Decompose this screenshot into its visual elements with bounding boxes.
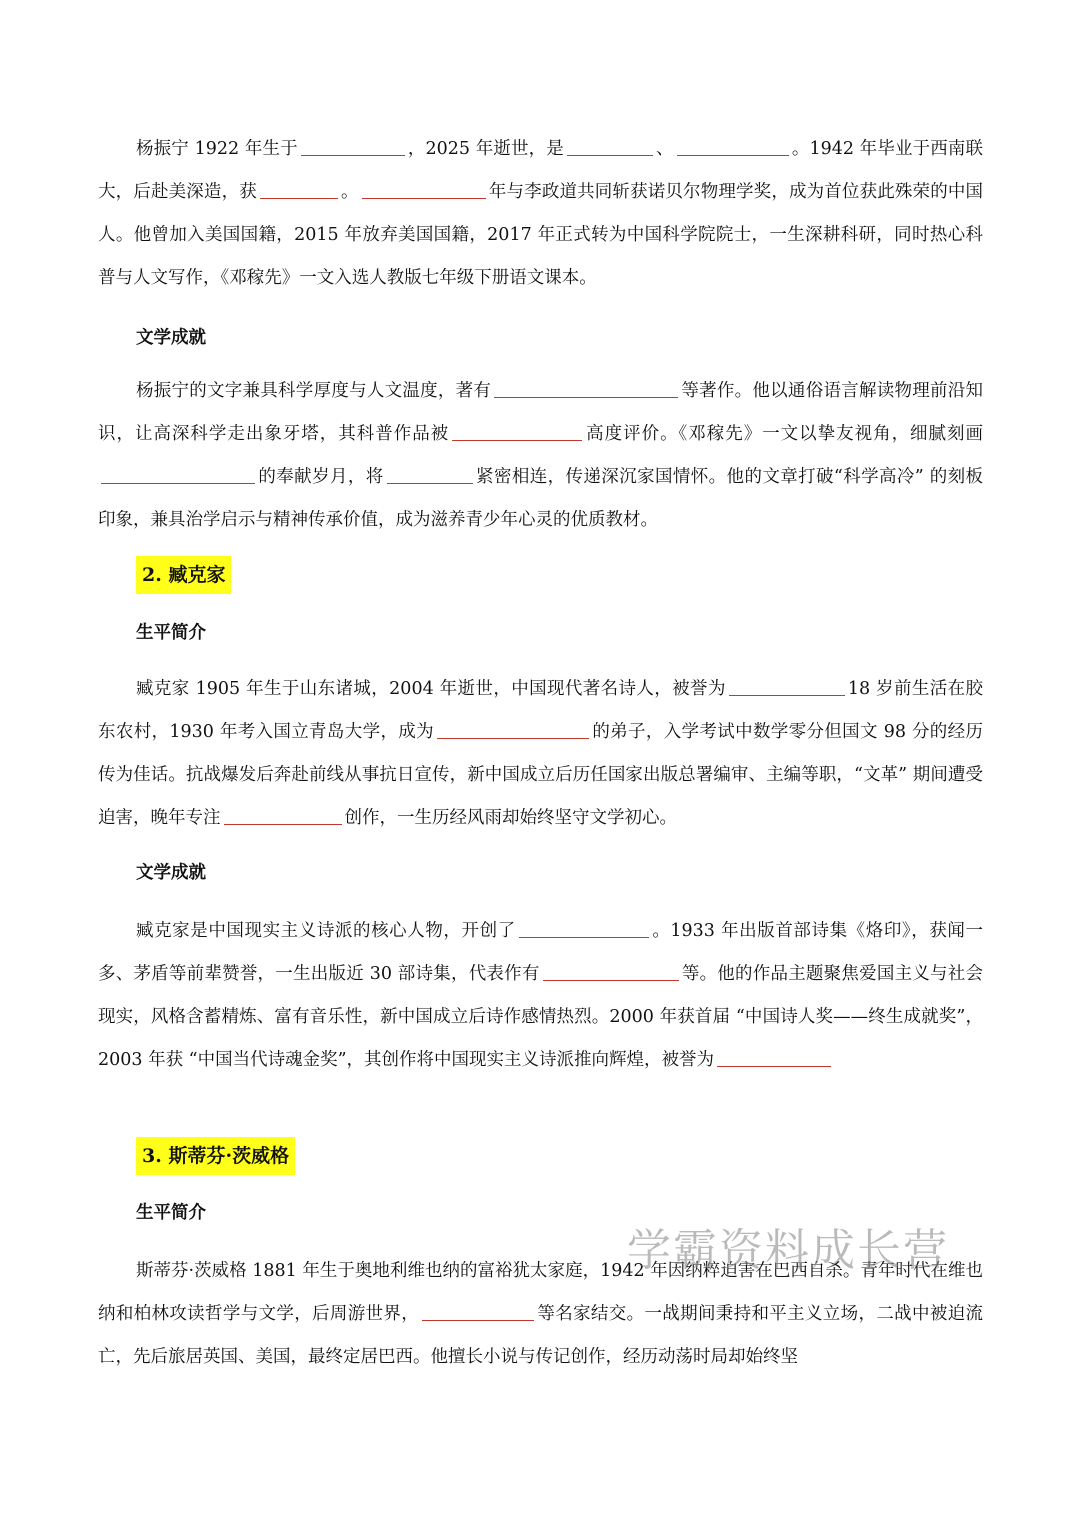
yang-bio-text-5: 。 bbox=[340, 182, 359, 202]
fill-blank[interactable] bbox=[260, 178, 338, 199]
zweig-bio-text-1: 斯蒂芬·茨威格 1881 年生于奥地利维也纳的富裕犹太家庭，1942 年因纳粹迫害在巴西自杀。青年时代在维也纳和柏林攻读哲学与文学，后周游世界， bbox=[98, 1261, 983, 1324]
yang-lit-text-5: 紧密相连，传递深沉家国情怀。他的文章打破“科学高冷” 的刻板印象，兼具治学启示与精神传承价值，成为滋养青少年心灵的优质教材。 bbox=[98, 467, 983, 530]
zang-literature-paragraph bbox=[98, 910, 983, 1082]
fill-blank[interactable] bbox=[224, 804, 342, 825]
zang-bio-heading: 生平简介 bbox=[136, 623, 206, 643]
fill-blank[interactable] bbox=[494, 377, 678, 398]
section-title-zang-kejia: 2. 臧克家 bbox=[136, 556, 231, 594]
fill-blank[interactable] bbox=[362, 178, 486, 199]
yang-literature-heading: 文学成就 bbox=[136, 328, 206, 348]
yang-lit-text-3: 高度评价。《邓稼先》一文以挚友视角，细腻刻画 bbox=[585, 424, 984, 444]
zweig-bio-heading: 生平简介 bbox=[136, 1203, 206, 1223]
fill-blank[interactable] bbox=[452, 420, 582, 441]
zang-bio-text-4: 创作，一生历经风雨却始终坚守文学初心。 bbox=[344, 808, 677, 828]
zang-bio-text-1: 臧克家 1905 年生于山东诸城，2004 年逝世，中国现代著名诗人，被誉为 bbox=[136, 679, 726, 699]
yang-bio-text-3: 、 bbox=[655, 139, 674, 159]
fill-blank[interactable] bbox=[567, 135, 653, 156]
zang-bio-text-3: 的弟子，入学考试中数学零分但国文 98 分的经历传为佳话。抗战爆发后奔赴前线从事抗日宣传，新中国成立后历任国家出版总署编审、主编等职，“文革” 期间遭受迫害，晚年专注 bbox=[98, 722, 983, 828]
fill-blank[interactable] bbox=[543, 960, 679, 981]
yang-bio-text-4: 。1942 年毕业于西南联大，后赴美深造，获 bbox=[98, 139, 983, 202]
fill-blank[interactable] bbox=[437, 718, 589, 739]
yang-bio-text-1: 杨振宁 1922 年生于 bbox=[136, 139, 298, 159]
yang-bio-text-2: ，2025 年逝世，是 bbox=[407, 139, 564, 159]
zang-bio-text-2: 18 岁前生活在胶东农村，1930 年考入国立青岛大学，成为 bbox=[98, 679, 983, 742]
zang-bio-paragraph bbox=[98, 668, 983, 840]
fill-blank[interactable] bbox=[729, 675, 845, 696]
fill-blank[interactable] bbox=[717, 1046, 831, 1067]
yang-lit-text-4: 的奉献岁月，将 bbox=[258, 467, 384, 487]
section-title-stefan-zweig: 3. 斯蒂芬·茨威格 bbox=[136, 1137, 295, 1175]
fill-blank[interactable] bbox=[422, 1300, 534, 1321]
zweig-bio-text-2: 等名家结交。一战期间秉持和平主义立场，二战中被迫流亡，先后旅居英国、美国，最终定居巴西。他擅长小说与传记创作，经历动荡时局却始终坚 bbox=[98, 1304, 984, 1367]
fill-blank[interactable] bbox=[519, 917, 649, 938]
yang-bio-text-6: 年与李政道共同斩获诺贝尔物理学奖，成为首位获此殊荣的中国人。他曾加入美国国籍，2015 年放弃美国国籍，2017 年正式转为中国科学院院士，一生深耕科研，同时热心科普与人文写作，《邓稼先》一文入选人教版七年级下册语文课本。 bbox=[98, 182, 984, 288]
fill-blank[interactable] bbox=[101, 463, 255, 484]
watermark: 学霸资料成长营 bbox=[627, 1225, 949, 1276]
yang-lit-text-1: 杨振宁的文字兼具科学厚度与人文温度，著有 bbox=[136, 381, 492, 401]
zang-lit-text-2: 。1933 年出版首部诗集《烙印》，获闻一多、茅盾等前辈赞誉，一生出版近 30 部诗集，代表作有 bbox=[98, 921, 983, 984]
zang-lit-text-3: 等。他的作品主题聚焦爱国主义与社会现实，风格含蓄精炼、富有音乐性，新中国成立后诗作感情热烈。2000 年获首届 “中国诗人奖——终生成就奖”，2003 年获 “中国当代诗魂金奖”，其创作将中国现实主义诗派推向辉煌，被誉为 bbox=[98, 964, 983, 1070]
yang-literature-paragraph bbox=[98, 370, 983, 542]
yang-lit-text-2: 等著作。他以通俗语言解读物理前沿知识，让高深科学走出象牙塔，其科普作品被 bbox=[98, 381, 984, 444]
fill-blank[interactable] bbox=[677, 135, 789, 156]
fill-blank[interactable] bbox=[301, 135, 405, 156]
fill-blank[interactable] bbox=[387, 463, 473, 484]
zang-lit-text-1: 臧克家是中国现实主义诗派的核心人物，开创了 bbox=[136, 921, 516, 941]
zang-literature-heading: 文学成就 bbox=[136, 863, 206, 883]
yang-bio-paragraph bbox=[98, 128, 983, 300]
